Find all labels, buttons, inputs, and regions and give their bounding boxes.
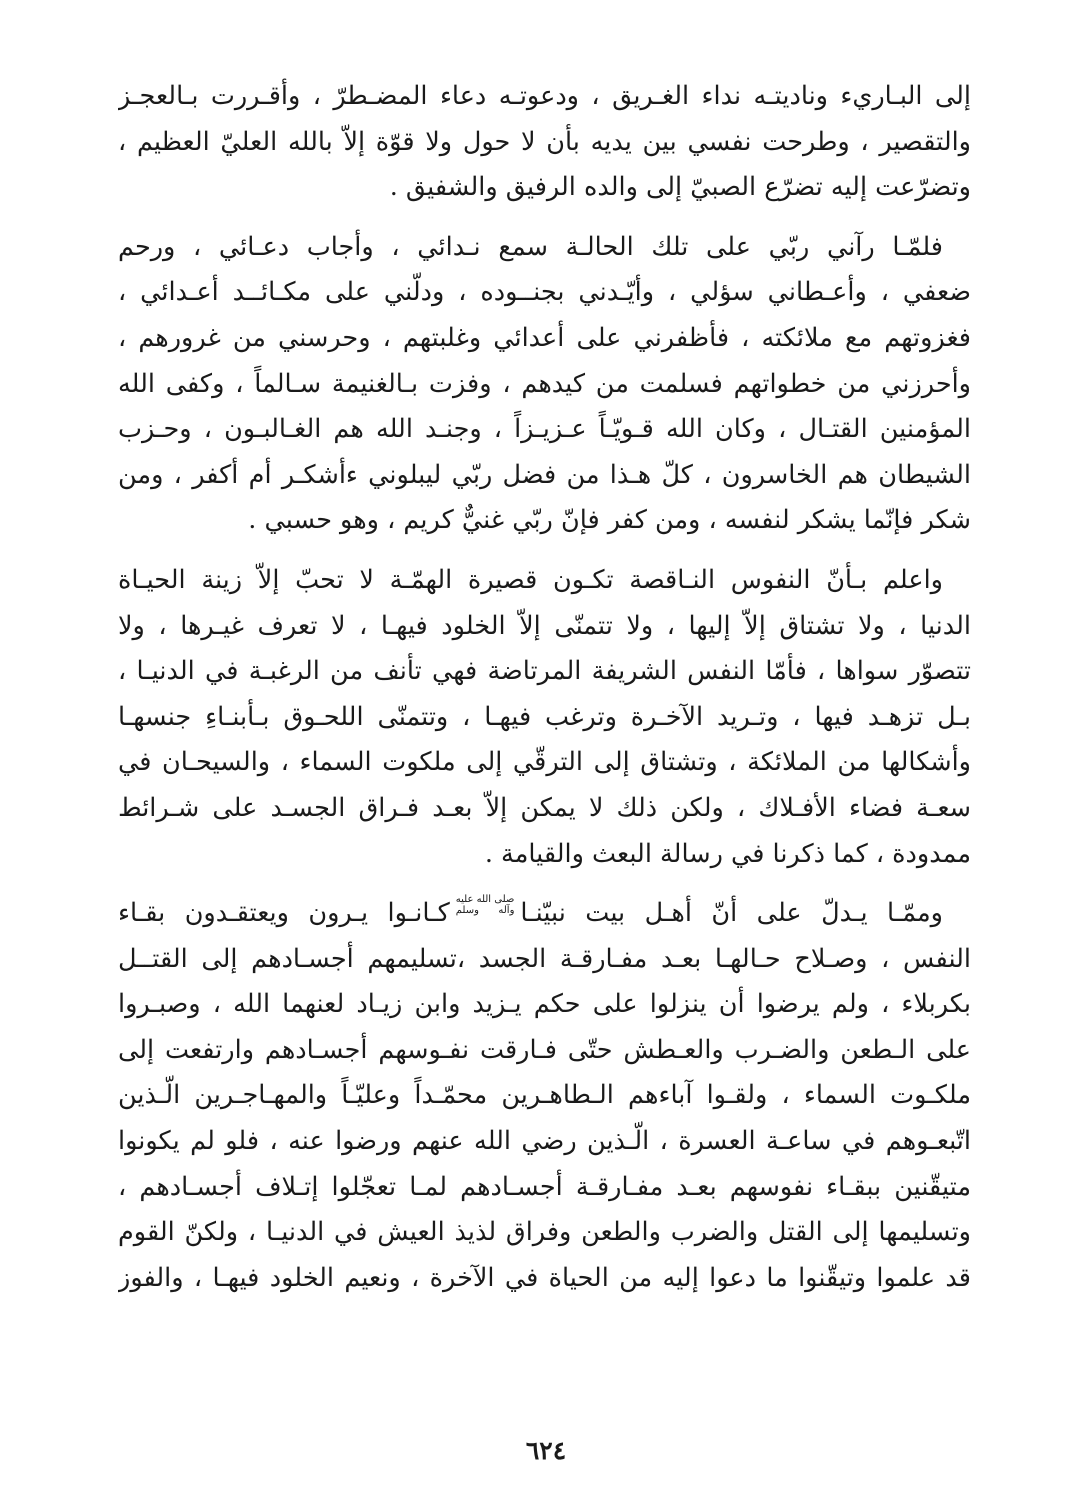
- text-line: اتّبعـوهم في ساعـة العسرة ، الّـذين رضي الله عنهم ورضوا عنه ، فلو لم يكونوا: [118, 1126, 971, 1157]
- text-line: الدنيا ، ولا تشتاق إلاّ إليها ، ولا تتمنّى إلاّ الخلود فيهـا ، لا تعرف غيـرها ، ولا: [118, 610, 971, 641]
- text-line: وتسليمها إلى القتل والضرب والطعن وفراق لذيذ العيش في الدنيـا ، ولكنّ القوم: [118, 1217, 971, 1248]
- paragraph-1: [118, 74, 971, 211]
- honorific-top: صلى الله عليه: [455, 894, 515, 906]
- text-line: المؤمنين القتـال ، وكان الله قـويّـاً عـزيـزاً ، وجنـد الله هم الغـالبـون ، وحـزب: [118, 414, 971, 445]
- text-line: [118, 891, 971, 937]
- page-number: ٦٢٤: [525, 1436, 567, 1465]
- text-line: على الـطعن والضـرب والعـطش حتّى فـارقت نفـوسهم أجسـادهم وارتفعت إلى: [118, 1034, 971, 1065]
- text-line: شكر فإنّما يشكر لنفسه ، ومن كفر فإنّ ربّي غنيٌّ كريم ، وهو حسبي .: [248, 505, 971, 536]
- honorific-bottom: وآله وسلم: [455, 905, 515, 917]
- text-segment: وممّـا يـدلّ على أنّ أهـل بيت نبيّنـا: [520, 898, 943, 929]
- text-line: ملكـوت السماء ، ولقـوا آباءهم الـطاهـرين محمّـداً وعليّـاً والمهـاجـرين الّـذين: [118, 1080, 971, 1111]
- paragraph-gap: [118, 544, 971, 558]
- text-line: تتصوّر سواها ، فأمّا النفس الشريفة المرتاضة فهي تأنف من الرغبـة في الدنيـا ،: [118, 656, 971, 687]
- text-line: متيقّنين ببقـاء نفوسهم بعـد مفـارقـة أجسـادهم لمـا تعجّلوا إتـلاف أجسـادهم ،: [118, 1171, 971, 1202]
- text-line: وأحرزني من خطواتهم فسلمت من كيدهم ، وفزت بـالغنيمة سـالماً ، وكفى الله: [118, 368, 971, 399]
- text-line: سعـة فضاء الأفـلاك ، ولكن ذلك لا يمكن إلاّ بعـد فـراق الجسـد على شـرائط: [118, 792, 971, 823]
- text-line: بـل تزهـد فيها ، وتـريد الآخـرة وترغب فيهـا ، وتتمنّى اللحـوق بـأبنـاءِ جنسهـا: [118, 701, 971, 732]
- paragraph-gap: [118, 877, 971, 891]
- text-segment: كـانـوا يـرون ويعتقـدون بقـاء: [118, 898, 450, 929]
- text-line: النفس ، وصـلاح حـالهـا بعـد مفـارقـة الجسد ،تسليمهم أجسـادهم إلى القتــل: [118, 943, 971, 974]
- text-line: والتقصير ، وطرحت نفسي بين يديه بأن لا حول ولا قوّة إلاّ بالله العليّ العظيم ،: [118, 126, 971, 157]
- paragraph-2: [118, 225, 971, 544]
- text-line: بكربلاء ، ولم يرضوا أن ينزلوا على حكم يـزيد وابن زيـاد لعنهما الله ، وصبـروا: [118, 989, 971, 1020]
- paragraph-4: [118, 891, 971, 1301]
- text-line: الشيطان هم الخاسرون ، كلّ هـذا من فضل ربّي ليبلوني ءأشكـر أم أكفر ، ومن: [118, 459, 971, 490]
- text-line: ممدودة ، كما ذكرنا في رسالة البعث والقيامة .: [484, 838, 971, 869]
- text-line: فغزوتهم مع ملائكته ، فأظفرني على أعدائي وغلبتهم ، وحرسني من غرورهم ،: [118, 322, 971, 353]
- page-body: [118, 74, 971, 1424]
- text-line: وتضرّعت إليه تضرّع الصبيّ إلى والده الرفيق والشفيق .: [389, 172, 971, 203]
- paragraph-3: [118, 558, 971, 877]
- text-line: قد علموا وتيقّنوا ما دعوا إليه من الحياة في الآخرة ، ونعيم الخلود فيهـا ، والفوز: [118, 1262, 971, 1293]
- text-line: واعلم بـأنّ النفوس النـاقصة تكـون قصيرة الهمّـة لا تحبّ إلاّ زينة الحيـاة: [118, 564, 943, 595]
- text-line: فلمّـا رآني ربّي على تلك الحالـة سمع نـدائي ، وأجاب دعـائي ، ورحم: [118, 231, 943, 262]
- paragraph-gap: [118, 211, 971, 225]
- honorific-mark: [456, 894, 515, 916]
- text-line: إلى البـاريء وناديتـه نداء الغـريق ، ودعوتـه دعاء المضـطرّ ، وأقـررت بـالعجـز: [118, 81, 971, 111]
- text-line: وأشكالها من الملائكة ، وتشتاق إلى الترقّي إلى ملكوت السماء ، والسيحـان في: [118, 747, 971, 778]
- text-line: ضعفي ، وأعـطاني سؤلي ، وأيّـدني بجنــوده ، ودلّني على مكـائــد أعـدائي ،: [118, 277, 971, 308]
